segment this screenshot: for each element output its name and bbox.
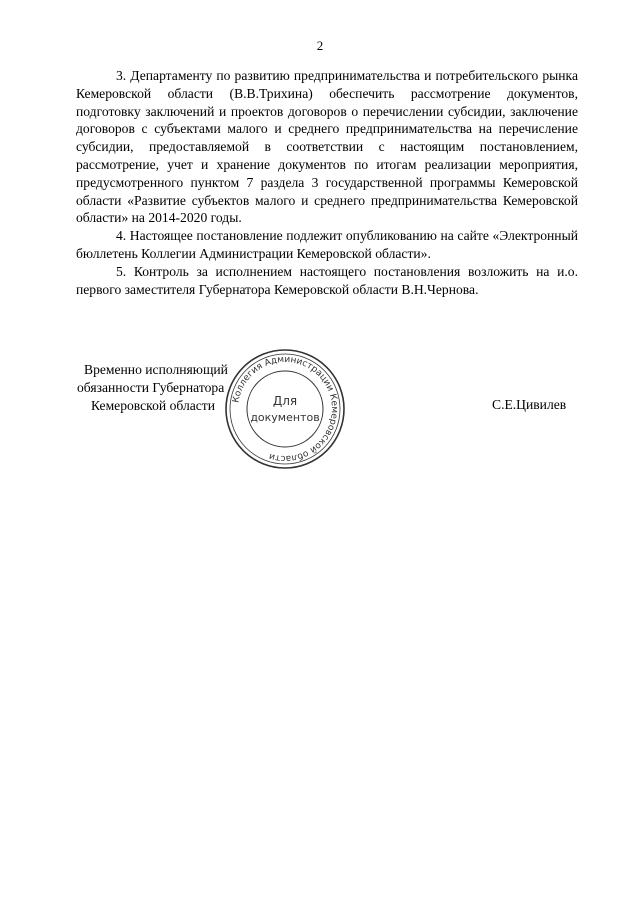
signatory-name: С.Е.Цивилев <box>492 397 567 412</box>
stamp-center-ring <box>247 371 323 447</box>
signature-block <box>74 361 228 415</box>
signatory-title-line-1: Временно исполняющий <box>84 362 228 377</box>
paragraph-4: 4. Настоящее постановление подлежит опубликованию на сайте «Электронный бюллетень Коллегии Администрации Кемеровской области». <box>76 228 578 261</box>
official-stamp <box>223 347 347 471</box>
stamp-ring-text: Коллегия Администрации Кемеровской области <box>231 354 340 464</box>
stamp-outer-ring <box>226 350 344 468</box>
document-body <box>76 67 578 298</box>
signatory-title-line-2: обязанности Губернатора <box>77 380 225 395</box>
stamp-center-line-1: Для <box>272 394 298 408</box>
paragraph-5: 5. Контроль за исполнением настоящего постановления возложить на и.о. первого заместителя Губернатора Кемеровской области В.Н.Чернова. <box>76 263 578 297</box>
paragraph-3: 3. Департаменту по развитию предпринимательства и потребительского рынка Кемеровской области (В.В.Трихина) обеспечить рассмотрение документов, подготовку заключений и проектов договоров о перечислении субсидии, заключение договоров с субъектами малого и среднего предпринимательства на перечисление субсидии, предоставляемой в соответствии с настоящим постановлением, рассмотрение, учет и хранение документов по итогам реализации мероприятия, предусмотренного пунктом 7 раздела 3 государственной программы Кемеровской области «Развитие субъектов малого и среднего предпринимательства Кемеровской области» на 2014-2020 годы. <box>76 68 578 226</box>
stamp-graphic <box>223 347 347 471</box>
page-number: 2 <box>316 38 324 53</box>
stamp-center-line-2: документов <box>250 411 320 424</box>
signatory-title-line-3: Кемеровской области <box>91 398 216 413</box>
